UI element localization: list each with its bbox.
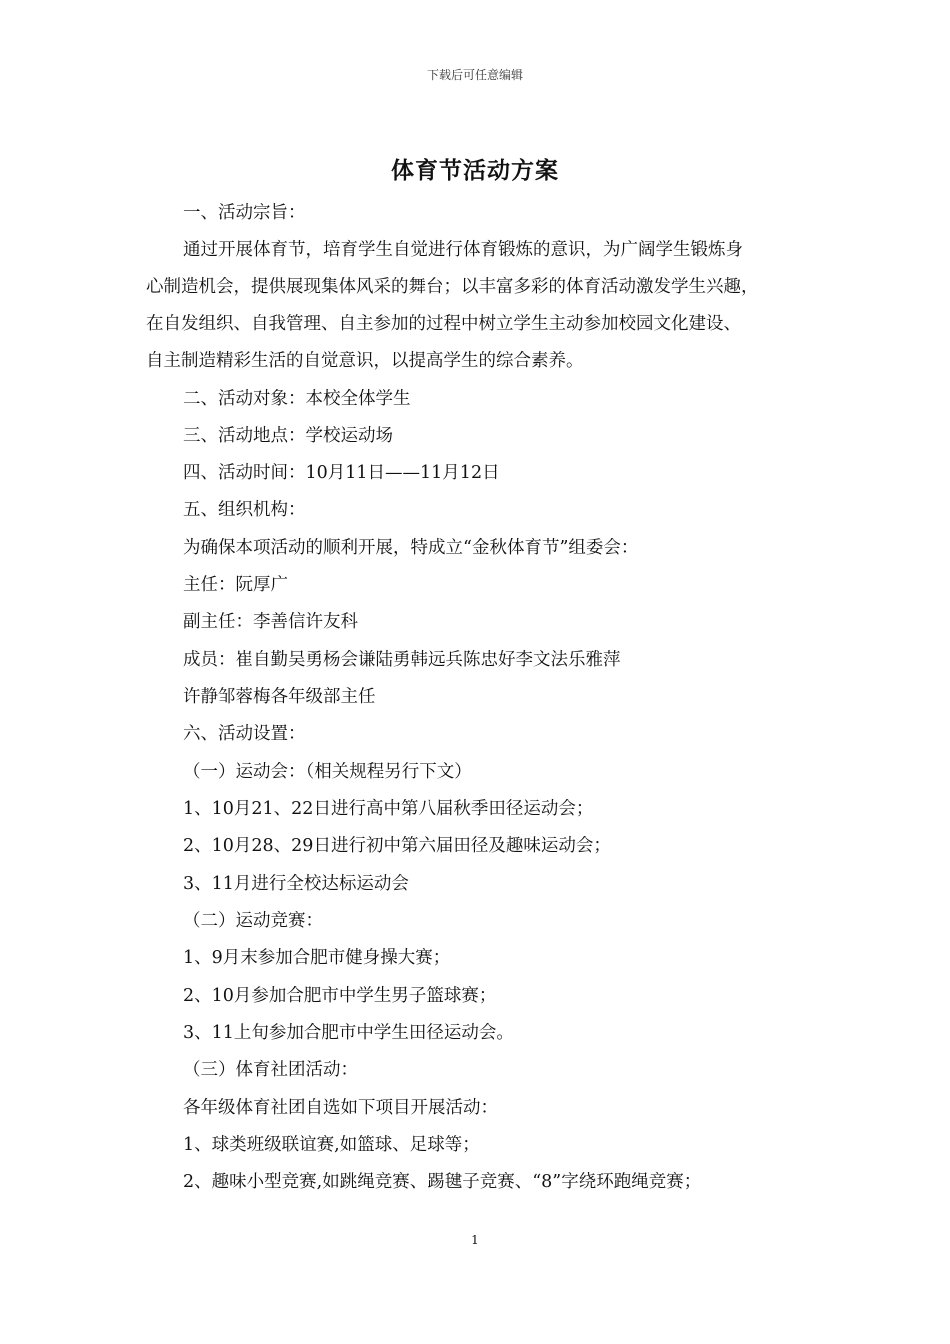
list-item: 1、球类班级联谊赛,如篮球、足球等； — [183, 1135, 480, 1155]
section-heading-organization: 五、组织机构： — [183, 500, 306, 520]
list-item: 2、10月参加合肥市中学生男子篮球赛； — [183, 986, 497, 1006]
list-item: 3、11月进行全校达标运动会 — [183, 874, 409, 894]
section-heading-target: 二、活动对象：本校全体学生 — [183, 389, 411, 409]
body-line: 通过开展体育节，培育学生自觉进行体育锻炼的意识，为广阔学生锻炼身 — [183, 240, 743, 260]
body-line: 为确保本项活动的顺利开展，特成立“金秋体育节”组委会： — [183, 538, 639, 558]
section-heading-settings: 六、活动设置： — [183, 724, 306, 744]
body-line: 各年级体育社团自选如下项目开展活动： — [183, 1098, 498, 1118]
list-item: 2、10月28、29日进行初中第六届田径及趣味运动会； — [183, 836, 611, 856]
body-line: 成员：崔自勤吴勇杨会谦陆勇韩远兵陈忠好李文法乐雅萍 — [183, 650, 621, 670]
body-line: 主任：阮厚广 — [183, 575, 288, 595]
body-line: 心制造机会，提供展现集体风采的舞台；以丰富多彩的体育活动激发学生兴趣， — [146, 277, 759, 297]
body-line: 自主制造精彩生活的自觉意识，以提高学生的综合素养。 — [146, 351, 584, 371]
subsection-heading: （一）运动会：（相关规程另行下文） — [183, 762, 472, 782]
subsection-heading: （三）体育社团活动： — [183, 1060, 358, 1080]
subsection-heading: （二）运动竞赛： — [183, 911, 323, 931]
body-line: 许静邹蓉梅各年级部主任 — [183, 687, 376, 707]
section-heading-purpose: 一、活动宗旨： — [183, 203, 306, 223]
list-item: 3、11上旬参加合肥市中学生田径运动会。 — [183, 1023, 514, 1043]
page-number: 1 — [471, 1233, 479, 1247]
list-item: 1、10月21、22日进行高中第八届秋季田径运动会； — [183, 799, 594, 819]
list-item: 2、趣味小型竞赛,如跳绳竞赛、踢毽子竞赛、“8”字绕环跑绳竞赛； — [183, 1172, 702, 1192]
section-heading-time: 四、活动时间：10月11日——11月12日 — [183, 463, 500, 483]
body-line: 在自发组织、自我管理、自主参加的过程中树立学生主动参加校园文化建设、 — [146, 314, 741, 334]
list-item: 1、9月末参加合肥市健身操大赛； — [183, 948, 451, 968]
section-heading-location: 三、活动地点：学校运动场 — [183, 426, 393, 446]
document-title: 体育节活动方案 — [391, 157, 559, 184]
body-line: 副主任：李善信许友科 — [183, 612, 358, 632]
page-header-note: 下载后可任意编辑 — [426, 68, 523, 82]
